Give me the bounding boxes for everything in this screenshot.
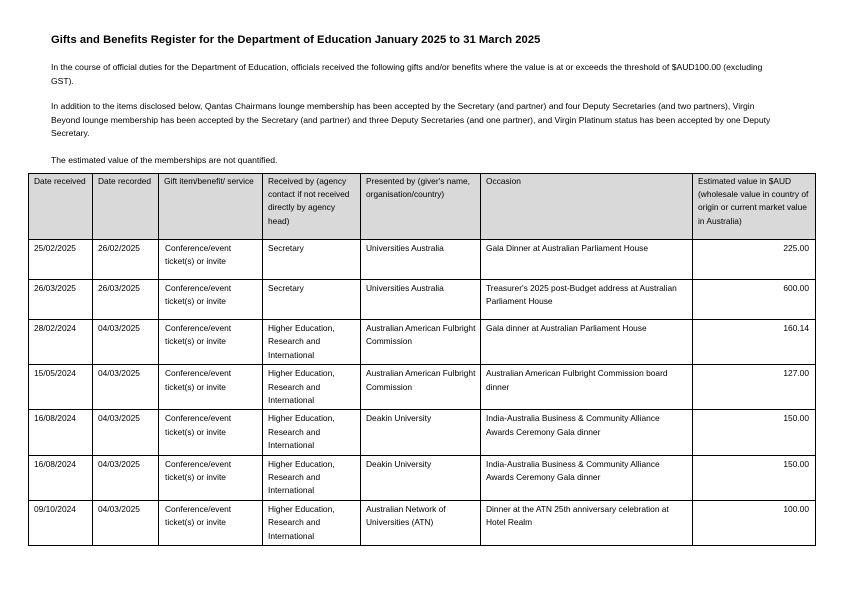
cell-received-by: Higher Education, Research and International xyxy=(263,500,361,545)
cell-gift: Conference/event ticket(s) or invite xyxy=(159,320,263,365)
cell-received-by: Higher Education, Research and International xyxy=(263,410,361,455)
cell-gift: Conference/event ticket(s) or invite xyxy=(159,410,263,455)
cell-occasion: Australian American Fulbright Commission board dinner xyxy=(481,365,693,410)
table-row xyxy=(29,365,816,410)
header-occasion: Occasion xyxy=(481,174,693,240)
cell-presented-by: Universities Australia xyxy=(361,280,481,320)
cell-date-recorded: 04/03/2025 xyxy=(93,410,159,455)
table-row xyxy=(29,455,816,500)
header-value: Estimated value in $AUD (wholesale value in country of origin or current market value in Australia) xyxy=(693,174,816,240)
cell-date-recorded: 04/03/2025 xyxy=(93,455,159,500)
cell-presented-by: Deakin University xyxy=(361,455,481,500)
table-row xyxy=(29,240,816,280)
cell-received-by: Secretary xyxy=(263,240,361,280)
cell-date-received: 25/02/2025 xyxy=(29,240,93,280)
cell-gift: Conference/event ticket(s) or invite xyxy=(159,500,263,545)
table-row xyxy=(29,320,816,365)
cell-gift: Conference/event ticket(s) or invite xyxy=(159,455,263,500)
cell-received-by: Higher Education, Research and International xyxy=(263,455,361,500)
memberships-note: The estimated value of the memberships are not quantified. xyxy=(51,155,278,165)
header-gift: Gift item/benefit/ service xyxy=(159,174,263,240)
cell-occasion: Treasurer's 2025 post-Budget address at Australian Parliament House xyxy=(481,280,693,320)
header-presented-by: Presented by (giver's name, organisation/country) xyxy=(361,174,481,240)
cell-date-recorded: 26/03/2025 xyxy=(93,280,159,320)
header-date-recorded: Date recorded xyxy=(93,174,159,240)
cell-gift: Conference/event ticket(s) or invite xyxy=(159,280,263,320)
cell-value: 600.00 xyxy=(693,280,816,320)
cell-occasion: Gala Dinner at Australian Parliament House xyxy=(481,240,693,280)
cell-value: 150.00 xyxy=(693,410,816,455)
cell-date-received: 28/02/2024 xyxy=(29,320,93,365)
page-title: Gifts and Benefits Register for the Department of Education January 2025 to 31 March 2025 xyxy=(51,34,541,46)
cell-presented-by: Australian Network of Universities (ATN) xyxy=(361,500,481,545)
cell-date-received: 16/08/2024 xyxy=(29,455,93,500)
cell-occasion: India-Australia Business & Community Alliance Awards Ceremony Gala dinner xyxy=(481,455,693,500)
cell-date-recorded: 26/02/2025 xyxy=(93,240,159,280)
cell-presented-by: Australian American Fulbright Commission xyxy=(361,365,481,410)
cell-gift: Conference/event ticket(s) or invite xyxy=(159,365,263,410)
cell-received-by: Secretary xyxy=(263,280,361,320)
cell-presented-by: Universities Australia xyxy=(361,240,481,280)
cell-date-received: 09/10/2024 xyxy=(29,500,93,545)
table-row xyxy=(29,280,816,320)
cell-date-recorded: 04/03/2025 xyxy=(93,500,159,545)
table-row xyxy=(29,500,816,545)
table-row xyxy=(29,410,816,455)
header-date-received: Date received xyxy=(29,174,93,240)
cell-received-by: Higher Education, Research and International xyxy=(263,365,361,410)
header-received-by: Received by (agency contact if not received directly by agency head) xyxy=(263,174,361,240)
cell-value: 225.00 xyxy=(693,240,816,280)
cell-presented-by: Australian American Fulbright Commission xyxy=(361,320,481,365)
intro-paragraph: In the course of official duties for the Department of Education, officials received the following gifts and/or benefits where the value is at or exceeds the threshold of $AUD100.00 (excluding GST). xyxy=(51,62,763,86)
cell-occasion: Dinner at the ATN 25th anniversary celebration at Hotel Realm xyxy=(481,500,693,545)
cell-gift: Conference/event ticket(s) or invite xyxy=(159,240,263,280)
cell-presented-by: Deakin University xyxy=(361,410,481,455)
table-header-row xyxy=(29,174,816,240)
cell-date-recorded: 04/03/2025 xyxy=(93,320,159,365)
cell-value: 127.00 xyxy=(693,365,816,410)
cell-date-received: 15/05/2024 xyxy=(29,365,93,410)
cell-occasion: Gala dinner at Australian Parliament House xyxy=(481,320,693,365)
cell-date-received: 16/08/2024 xyxy=(29,410,93,455)
cell-occasion: India-Australia Business & Community Alliance Awards Ceremony Gala dinner xyxy=(481,410,693,455)
cell-value: 160.14 xyxy=(693,320,816,365)
memberships-paragraph: In addition to the items disclosed below, Qantas Chairmans lounge membership has been accepted by the Secretary (and partner) and four Deputy Secretaries (and two partners), Virgin Beyond lounge membership has been accepted by the Secretary (and partner) and three Deputy Secretaries (and one partner), and Virgin Platinum status has been accepted by one Deputy Secretary. xyxy=(51,101,771,138)
cell-received-by: Higher Education, Research and International xyxy=(263,320,361,365)
cell-value: 150.00 xyxy=(693,455,816,500)
cell-date-received: 26/03/2025 xyxy=(29,280,93,320)
gifts-register-table xyxy=(28,173,816,546)
cell-value: 100.00 xyxy=(693,500,816,545)
cell-date-recorded: 04/03/2025 xyxy=(93,365,159,410)
